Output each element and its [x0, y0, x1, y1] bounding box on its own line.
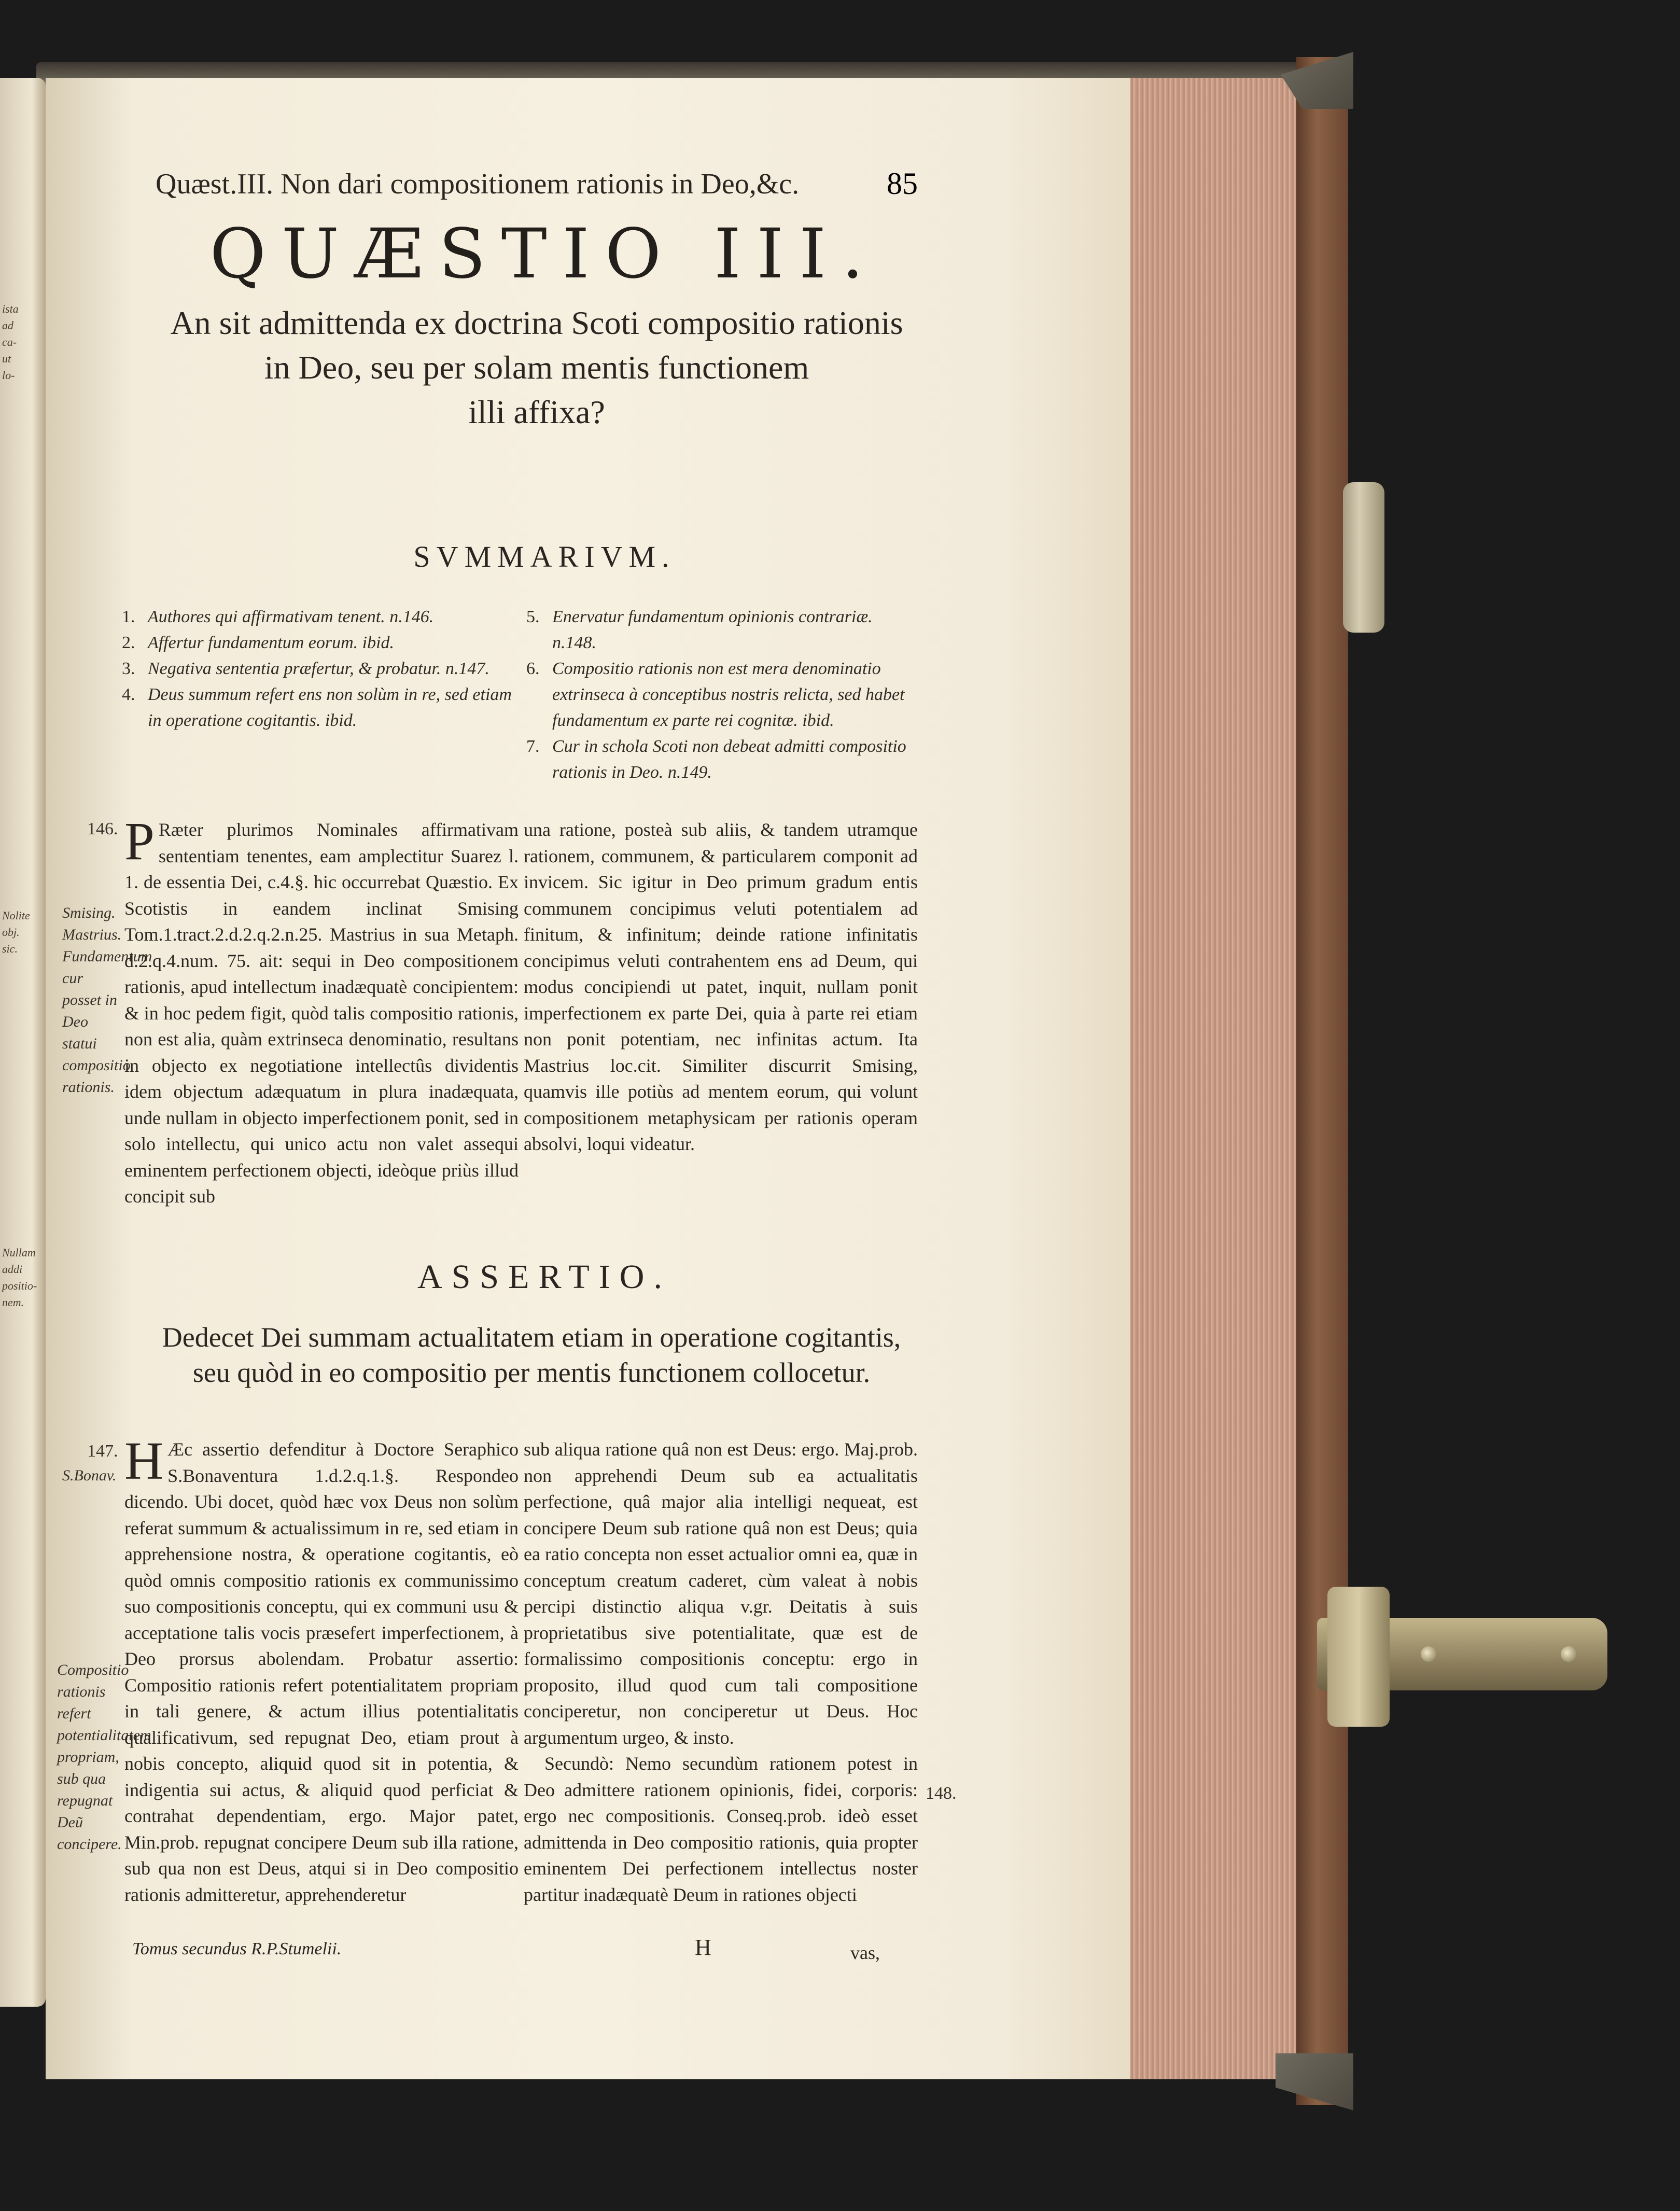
running-head: Quæst.III. Non dari compositionem rationis in Deo,&c. — [156, 168, 800, 200]
clasp-lower — [1317, 1587, 1618, 1732]
summarium-text: Enervatur fundamentum opinionis contrariæ. n.148. — [552, 607, 873, 652]
assertio-heading: ASSERTIO. — [417, 1258, 671, 1296]
summarium-text: Affertur fundamentum eorum. ibid. — [148, 633, 395, 652]
summarium-heading: SVMMARIVM. — [413, 540, 676, 573]
drop-cap: H — [124, 1431, 164, 1491]
page-edges — [1130, 78, 1296, 2079]
summarium-item — [122, 682, 516, 734]
book-cover — [1296, 57, 1348, 2105]
summarium-item — [526, 604, 920, 656]
paragraph-text: sub aliqua ratione quâ non est Deus: ergo. Maj.prob. non apprehendi Deum sub ea actualitatis perfectione, quâ major alia intelligi nequeat, est concipere Deum sub ratione quâ non est Deus; quia ea ratio concepta non esset actualior omni ea, quæ in conceptum creatum caderet, cùm valeat à nobis percipi distinctio aliqua v.gr. Deitatis à suis proprietatibus sive potentialitate, quæ est de formalissimo compositionis conceptu: ergo in proposito, illud quod cum tali compositione conciperetur, non conciperetur ut Deus. Hoc argumentum urgeo, & insto. — [524, 1439, 918, 1748]
clasp-hinge — [1327, 1587, 1390, 1727]
paragraph-147-right-column — [524, 1436, 918, 1908]
facing-page-fragment: Nullam addi positio- nem. — [2, 1246, 37, 1309]
summarium-num: 6. — [526, 659, 540, 678]
summarium-num: 2. — [122, 633, 135, 652]
question-line: An sit admittenda ex doctrina Scoti compositio rationis — [170, 304, 903, 341]
assertio-line: seu quòd in eo compositio per mentis functionem collocetur. — [192, 1357, 871, 1388]
summarium-item — [122, 604, 516, 630]
summarium-text: Deus summum refert ens non solùm in re, sed etiam in operatione cogitantis. ibid. — [148, 685, 512, 730]
summarium-num: 7. — [526, 737, 540, 756]
summarium-num: 5. — [526, 607, 540, 626]
drop-cap: P — [124, 811, 155, 871]
question-line: in Deo, seu per solam mentis functionem — [264, 349, 809, 386]
facing-page-sliver — [0, 78, 46, 2007]
margin-note: Smising. Mastrius. Fundamentum cur posset in Deo statui compositio rationis. — [62, 904, 152, 1096]
summarium-item — [526, 656, 920, 734]
margin-note: Compositio rationis refert potentialitatem propriam, sub qua repugnat Deũ concipere. — [57, 1661, 151, 1853]
assertio-statement — [78, 1320, 985, 1390]
summarium-item — [526, 734, 920, 786]
paragraph-number: 147. — [87, 1442, 118, 1461]
summarium-text: Negativa sententia præfertur, & probatur. n.147. — [148, 659, 489, 678]
summarium-num: 1. — [122, 607, 135, 626]
question-line: illi affixa? — [468, 394, 605, 430]
paragraph-text: Secundò: Nemo secundùm rationem potest in Deo admittere rationem opinionis, fidei, corporis: ergo nec compositionis. Conseq.prob. ideò esset admittenda in Deo compositio rationis, quia propter eminentem Dei perfectionem intellectus noster partitur inadæquatè Deum in rationes objecti — [524, 1753, 918, 1905]
signature-line: Tomus secundus R.P.Stumelii. — [132, 1939, 342, 1958]
summarium-num: 3. — [122, 659, 135, 678]
paragraph-146-left-column — [124, 811, 519, 1210]
clasp-rivet — [1561, 1646, 1576, 1662]
summarium-text: Authores qui affirmativam tenent. n.146. — [148, 607, 434, 626]
summarium-item — [122, 630, 516, 656]
paragraph-147-left-column — [124, 1431, 519, 1908]
paragraph-text: Ræter plurimos Nominales affirmativam sententiam tenentes, eam amplectitur Suarez l. 1. de essentia Dei, c.4.§. hic occurrebat Quæstio. Ex Scotistis in eandem inclinat Smising Tom.1.tract.2.d.2.q.2.n.25. Mastrius in sua Metaph. d.2.q.4.num. 75. ait: sequi in Deo compositionem rationis, apud intellectum inadæquatè concipientem: & in hoc pedem figit, quòd talis compositio rationis, non est alia, quàm extrinseca denominatio, resultans in objecto ex negotiatione intellectûs dividentis idem objectum adæquatum in plura inadæquata, unde nullam in objecto imperfectionem ponit, sed in solo intellectu, qui unico actu non valet assequi eminentem perfectionem objecti, ideòque priùs illud concipit sub — [124, 819, 519, 1207]
question-text — [83, 301, 990, 435]
facing-page-fragment: Nolite obj. sic. — [2, 909, 30, 955]
margin-source: S.Bonav. — [62, 1467, 117, 1484]
facing-page-fragment: ista ad ca- ut lo- — [2, 302, 19, 382]
summarium-item — [122, 656, 516, 682]
assertio-line: Dedecet Dei summam actualitatem etiam in operatione cogitantis, — [162, 1322, 901, 1353]
clasp-rivet — [1421, 1646, 1436, 1662]
paragraph-number: 146. — [87, 819, 118, 838]
signature-mark: H — [695, 1935, 711, 1960]
summarium-right-column — [526, 604, 920, 786]
summarium-left-column — [122, 604, 516, 734]
summarium-num: 4. — [122, 685, 135, 704]
page-number: 85 — [887, 166, 918, 201]
clasp-upper — [1343, 482, 1384, 633]
catchword: vas, — [850, 1942, 880, 1963]
paragraph-146-right-column: una ratione, posteà sub aliis, & tandem utramque rationem, communem, & particularem componit ad invicem. Sic igitur in Deo primum gradum entis communem concipimus veluti potentialem ad finitum, & infinitum; deinde ratione infinitatis concipimus veluti contrahentem ens ad Deum, qui modus concipiendi ut patet, inquit, nullam ponit imperfectionem ex parte Dei, quia à parte rei etiam non ponit potentiam, nec infinitas actum. Ita Mastrius loc.cit. Similiter discurrit Smising, quamvis ille potiùs ad mentem eorum, qui volunt compositionem metaphysicam per rationis operam absolvi, loqui videatur. — [524, 819, 918, 1154]
summarium-text: Compositio rationis non est mera denominatio extrinseca à conceptibus nostris relicta, sed habet fundamentum ex parte rei cognitæ. ibid. — [552, 659, 905, 730]
paragraph-number: 148. — [926, 1784, 957, 1803]
paragraph-text: Æc assertio defenditur à Doctore Seraphico S.Bonaventura 1.d.2.q.1.§. Respondeo dicendo. Ubi docet, quòd hæc vox Deus non solùm referat summum & actualissimum in re, sed etiam in apprehensione nostra, & operatione cogitantis, eò quòd omnis compositio rationis ex communissimo suo compositionis conceptu, qui ex communi usu & acceptatione talis vocis præsefert imperfectionem, à Deo prorsus abolendam. Probatur assertio: Compositio rationis refert potentialitatem propriam in tali genere, & actum illius potentialitatis qualificativum, sed repugnat Deo, etiam prout à nobis concepto, aliquid quod sit in potentia, & indigentia sui actus, & aliquid quod perficiat & contrahat dependentiam, ergo. Major patet, Min.prob. repugnat concipere Deum sub illa ratione, sub qua non est Deus, atqui si in Deo compositio rationis admitteretur, apprehenderetur — [124, 1439, 519, 1905]
summarium-text: Cur in schola Scoti non debeat admitti compositio rationis in Deo. n.149. — [552, 737, 906, 782]
question-title: QUÆSTIO III. — [209, 214, 879, 294]
